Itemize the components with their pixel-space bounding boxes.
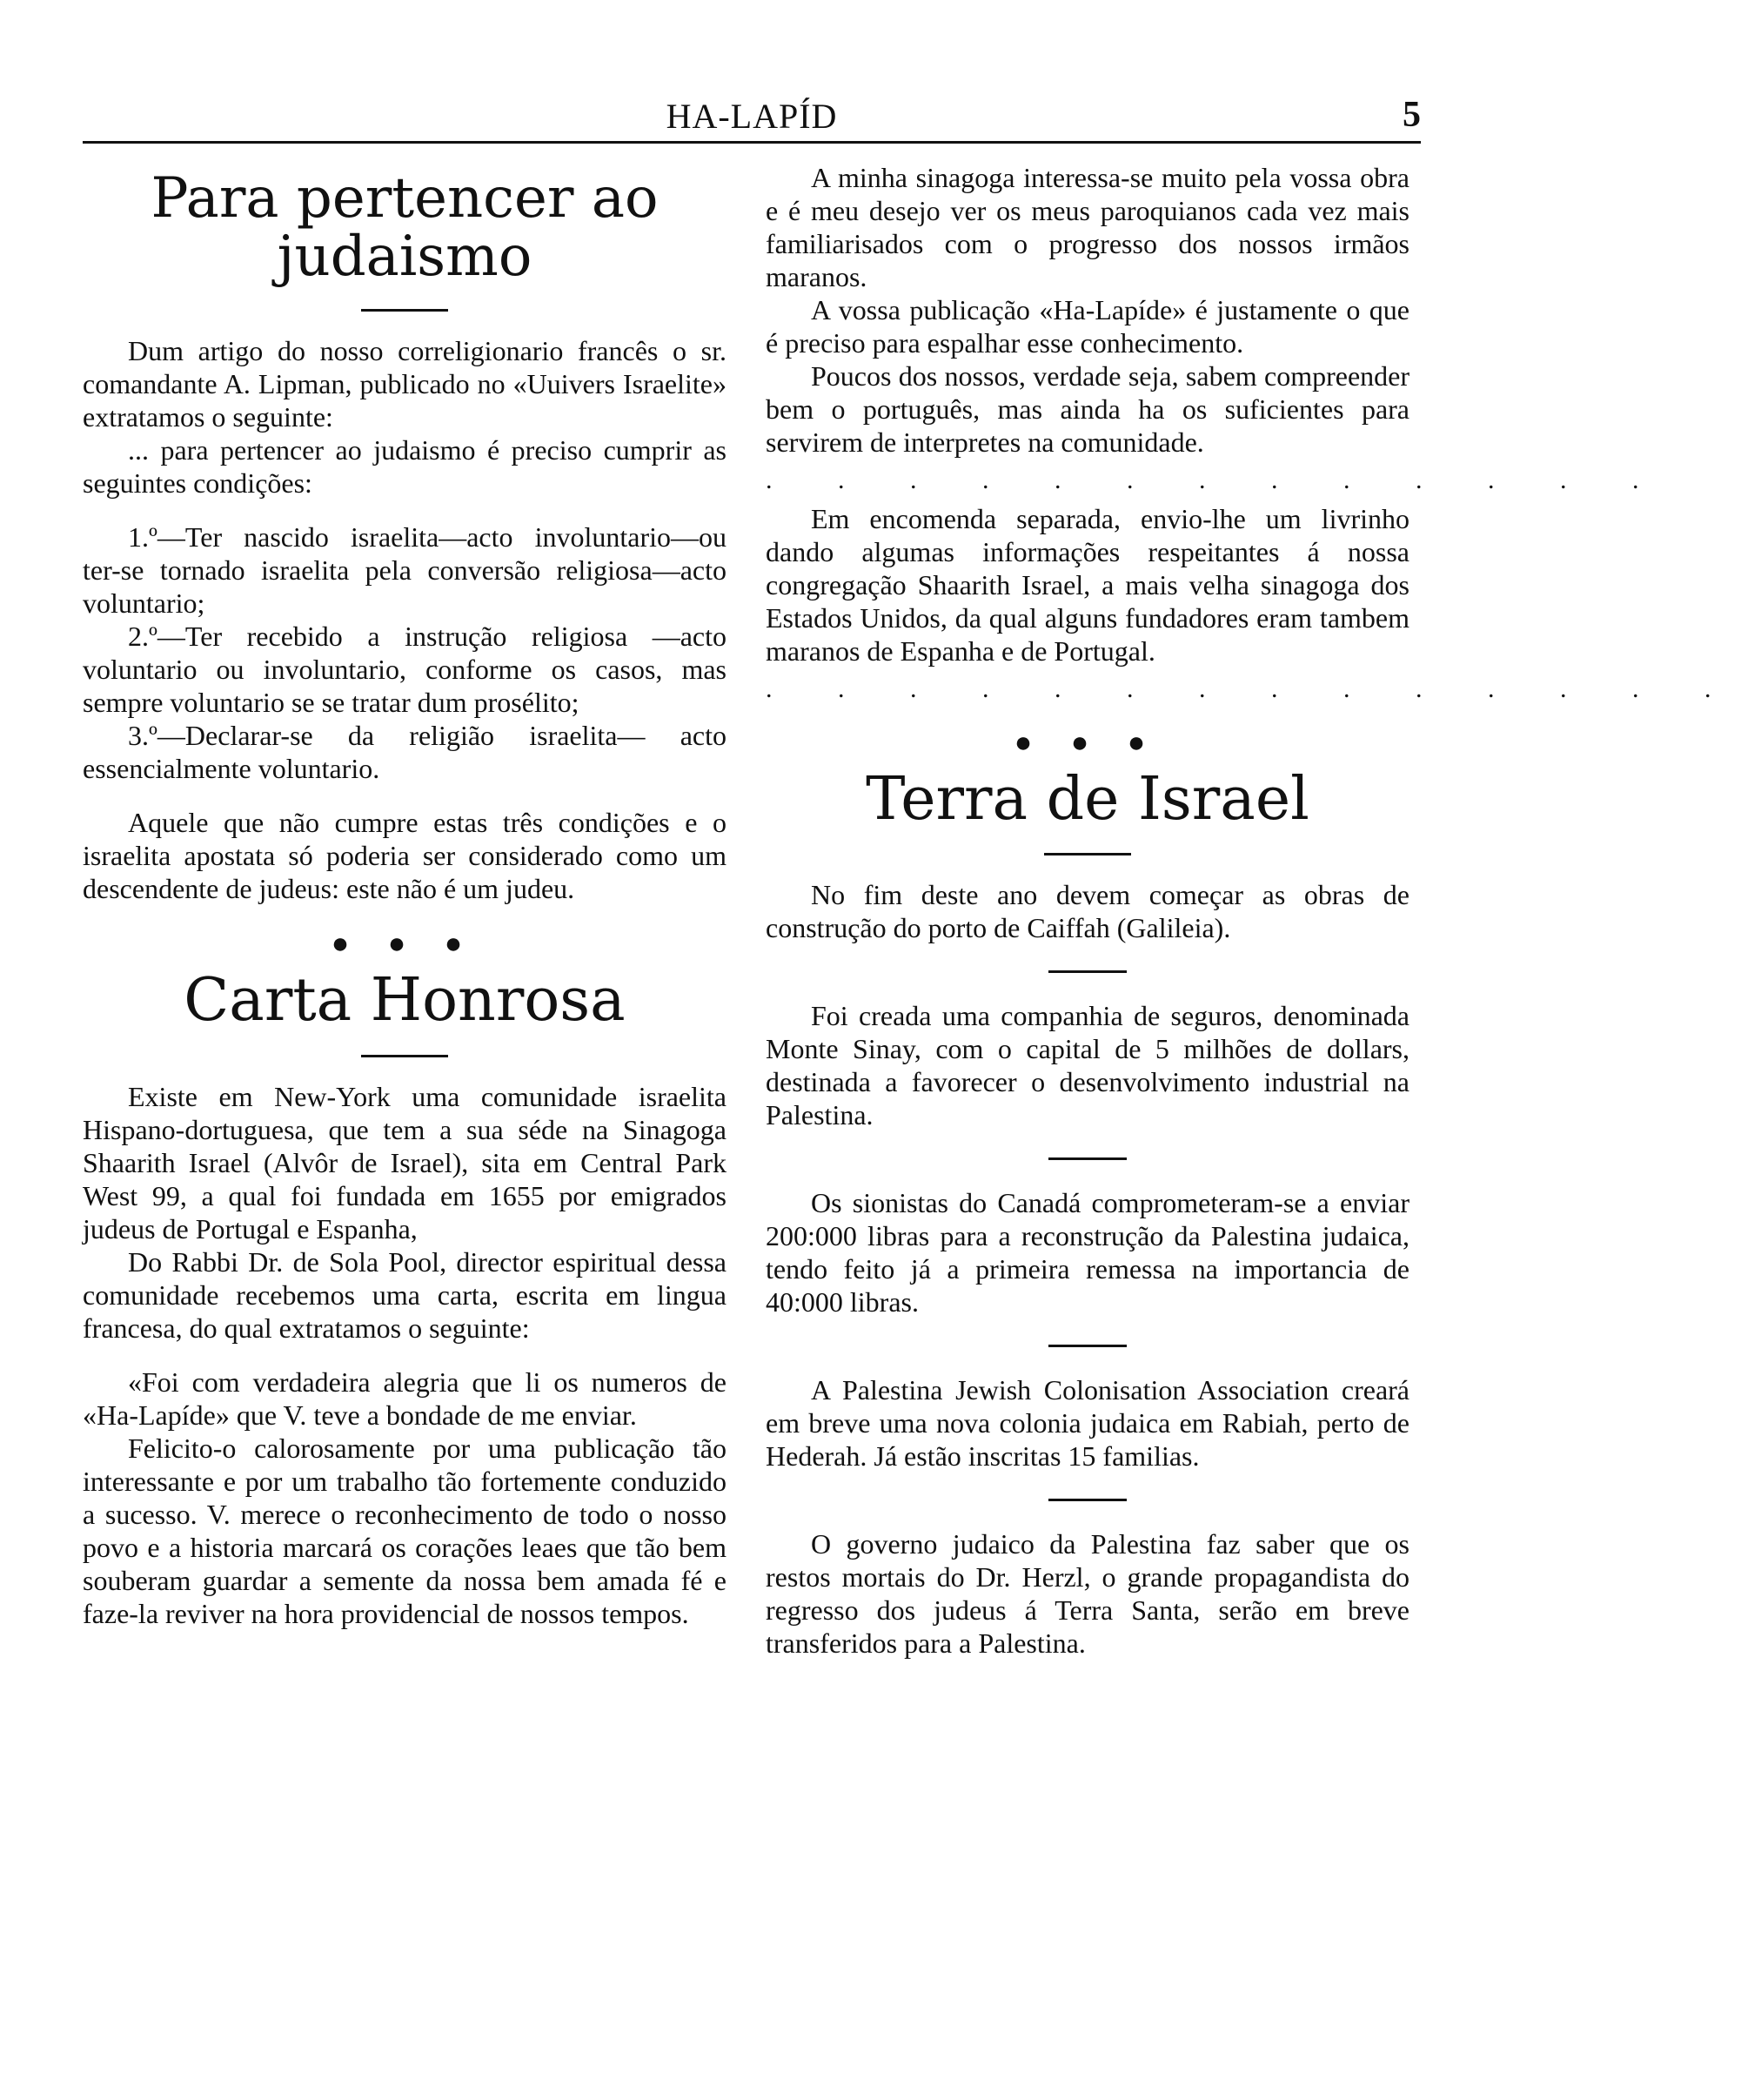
item-rule bbox=[1048, 1499, 1127, 1501]
spacer bbox=[83, 1345, 727, 1365]
letter-paragraph: A vossa publicação «Ha-Lapíde» é justamente o que é preciso para espalhar esse conhecimento. bbox=[766, 294, 1410, 359]
article-paragraph: Existe em New-York uma comunidade israelita Hispano-dortuguesa, que tem a sua séde na Sinagoga Shaarith Israel (Alvôr de Israel), sita em Central Park West 99, a qual foi fundada em 1655 por emigrados judeus de Portugal e Espanha, bbox=[83, 1080, 727, 1245]
page-number: 5 bbox=[1403, 95, 1421, 135]
item-rule bbox=[1048, 1157, 1127, 1160]
title-rule bbox=[361, 309, 448, 312]
letter-paragraph: Poucos dos nossos, verdade seja, sabem compreender bem o português, mas ainda ha os suficientes para servirem de interpretes na comunidade. bbox=[766, 360, 1410, 458]
article-title-terra-de-israel: Terra de Israel bbox=[866, 765, 1309, 834]
news-item: Foi creada uma companhia de seguros, denominada Monte Sinay, com o capital de 5 milhões de dollars, destinada a favorecer o desenvolvimento industrial na Palestina. bbox=[766, 1000, 1410, 1131]
news-item: No fim deste ano devem começar as obras de construção do porto de Caiffah (Galileia). bbox=[766, 879, 1410, 944]
letter-paragraph: «Foi com verdadeira alegria que li os numeros de «Ha-Lapíde» que V. teve a bondade de me enviar. bbox=[83, 1365, 727, 1431]
ellipsis-line: . . . . . . . . . . . . . bbox=[766, 466, 1669, 494]
ellipsis-line: . . . . . . . . . . . . . . bbox=[766, 674, 1741, 703]
left-column bbox=[83, 161, 727, 1630]
article-paragraph: Dum artigo do nosso correligionario francês o sr. comandante A. Lipman, publicado no «Uuivers Israelite» extratamos o seguinte: bbox=[83, 335, 727, 433]
title-rule bbox=[1044, 853, 1131, 855]
article-title-carta-honrosa: Carta Honrosa bbox=[184, 966, 626, 1036]
letter-paragraph: A minha sinagoga interessa-se muito pela vossa obra e é meu desejo ver os meus paroquianos cada vez mais familiarisados com o progresso dos nossos irmãos maranos. bbox=[766, 162, 1410, 292]
right-column bbox=[766, 161, 1741, 1660]
article-title-judaismo: Para pertencer ao judaismo bbox=[151, 166, 659, 290]
item-rule bbox=[1048, 970, 1127, 973]
spacer bbox=[83, 500, 727, 520]
article-paragraph: Aquele que não cumpre estas três condições e o israelita apostata só poderia ser considerado como um descendente de judeus: este não é um judeu. bbox=[83, 807, 727, 905]
running-header bbox=[83, 80, 1421, 136]
section-ornament: ● ● ● bbox=[331, 928, 479, 961]
condition-item-1: 1.º—Ter nascido israelita—acto involuntario—ou ter-se tornado israelita pela conversão religiosa—acto voluntario; bbox=[83, 521, 727, 620]
letter-paragraph: Felicito-o calorosamente por uma publicação tão interessante e por um trabalho tão fortemente conduzido a sucesso. V. merece o reconhecimento de todo o nosso povo e a historia marcará os corações leaes que tão bem souberam guardar a semente da nossa bem amada fé e faze-la reviver na hora providencial de nossos tempos. bbox=[83, 1432, 727, 1629]
publication-title: HA-LAPÍD bbox=[666, 97, 838, 136]
article-paragraph: Do Rabbi Dr. de Sola Pool, director espiritual dessa comunidade recebemos uma carta, escrita em lingua francesa, do qual extratamos o seguinte: bbox=[83, 1245, 727, 1344]
title-rule bbox=[361, 1055, 448, 1057]
news-item: Os sionistas do Canadá comprometeram-se a enviar 200:000 libras para a reconstrução da Palestina judaica, tendo feito já a primeira remessa na importancia de 40:000 libras. bbox=[766, 1187, 1410, 1318]
item-rule bbox=[1048, 1345, 1127, 1347]
section-ornament: ● ● ● bbox=[1014, 727, 1162, 759]
article-paragraph: ... para pertencer ao judaismo é preciso cumprir as seguintes condições: bbox=[83, 434, 727, 500]
letter-paragraph: Em encomenda separada, envio-lhe um livrinho dando algumas informações respeitantes á nossa congregação Shaarith Israel, a mais velha sinagoga dos Estados Unidos, da qual alguns fundadores eram tambem maranos de Espanha e de Portugal. bbox=[766, 503, 1410, 667]
spacer bbox=[83, 785, 727, 806]
header-rule bbox=[83, 141, 1421, 144]
condition-item-2: 2.º—Ter recebido a instrução religiosa —acto voluntario ou involuntario, conforme os casos, mas sempre voluntario se se tratar dum prosélito; bbox=[83, 621, 727, 719]
news-item: O governo judaico da Palestina faz saber que os restos mortais do Dr. Herzl, o grande propagandista do regresso dos judeus á Terra Santa, serão em breve transferidos para a Palestina. bbox=[766, 1528, 1410, 1660]
condition-item-3: 3.º—Declarar-se da religião israelita— acto essencialmente voluntario. bbox=[83, 720, 727, 785]
news-item: A Palestina Jewish Colonisation Association creará em breve uma nova colonia judaica em Rabiah, perto de Hederah. Já estão inscritas 15 familias. bbox=[766, 1374, 1410, 1473]
